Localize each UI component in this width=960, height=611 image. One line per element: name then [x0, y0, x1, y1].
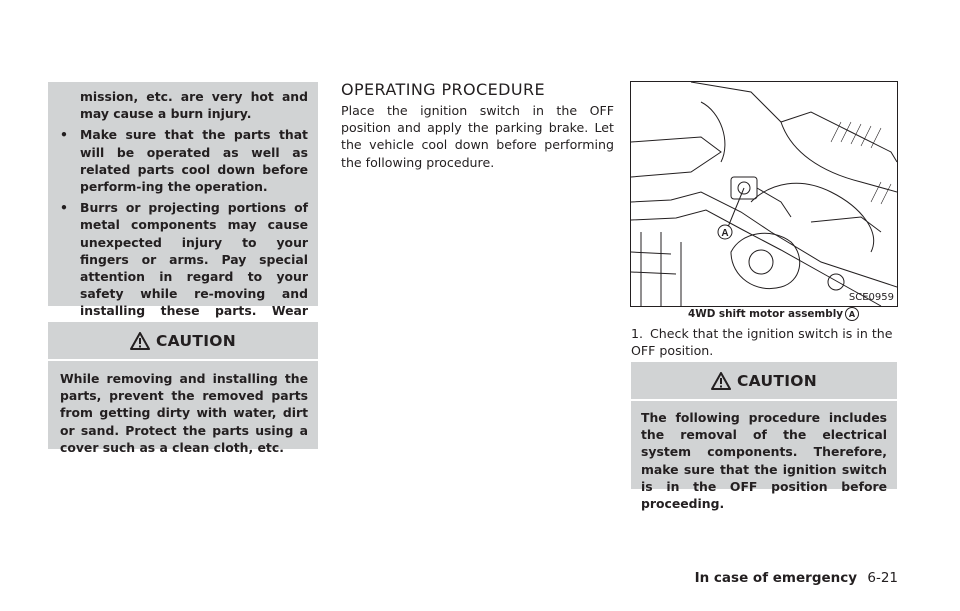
- step-number: 1.: [631, 326, 644, 341]
- caption-callout-circle: [845, 307, 859, 321]
- warning-bullet: [60, 126, 308, 195]
- caution-box-left: [48, 322, 318, 455]
- bullet-dot: •: [60, 127, 68, 143]
- warning-bullet-text: Make sure that the parts that will be operated as well as related parts cool down before perform-ing the operation.: [80, 127, 308, 195]
- warning-triangle-icon: [711, 372, 731, 390]
- caption-text: 4WD shift motor assembly: [688, 308, 844, 320]
- figure-caption: [688, 307, 859, 321]
- procedure-paragraph: Place the ignition switch in the OFF position and apply the parking brake. Let the vehicle cool down before performing the following procedure.: [341, 103, 614, 170]
- step-text: Check that the ignition switch is in the OFF position.: [631, 326, 893, 359]
- figure-callout: A: [721, 228, 729, 239]
- caution-title: CAUTION: [155, 331, 237, 350]
- shift-motor-illustration: [631, 82, 897, 306]
- warning-box: [48, 82, 318, 319]
- warning-triangle-icon: [130, 332, 150, 350]
- warning-bullet-text: Burrs or projecting portions of metal components may cause unexpected injury to your fingers or arms. Pay special attention in regard to your safety while re-moving and installing these parts. Wear: [80, 200, 308, 319]
- section-heading: OPERATING PROCEDURE: [341, 80, 545, 99]
- engine-figure: [630, 81, 898, 307]
- caution-header: [631, 362, 897, 401]
- footer-section: In case of emergency: [694, 570, 858, 586]
- bullet-dot: •: [60, 200, 68, 216]
- step-1: [631, 325, 899, 360]
- caption-callout-letter: A: [848, 309, 856, 319]
- page-footer: [695, 570, 898, 586]
- warning-continuation-text: mission, etc. are very hot and may cause a burn injury.: [80, 89, 308, 122]
- caution-body: While removing and installing the parts, prevent the removed parts from getting dirty with water, dirt or sand. Protect the parts using a cover such as a clean cloth, etc.: [60, 371, 308, 455]
- figure-code: SCE0959: [848, 292, 894, 303]
- caution-body: The following procedure includes the removal of the electrical system components. Therefore, make sure that the ignition switch is in the OFF position before proceeding.: [641, 410, 887, 512]
- caution-header: [48, 322, 318, 361]
- caution-title: CAUTION: [736, 371, 818, 390]
- caution-box-right: [631, 362, 897, 512]
- footer-page-number: 6-21: [867, 570, 898, 586]
